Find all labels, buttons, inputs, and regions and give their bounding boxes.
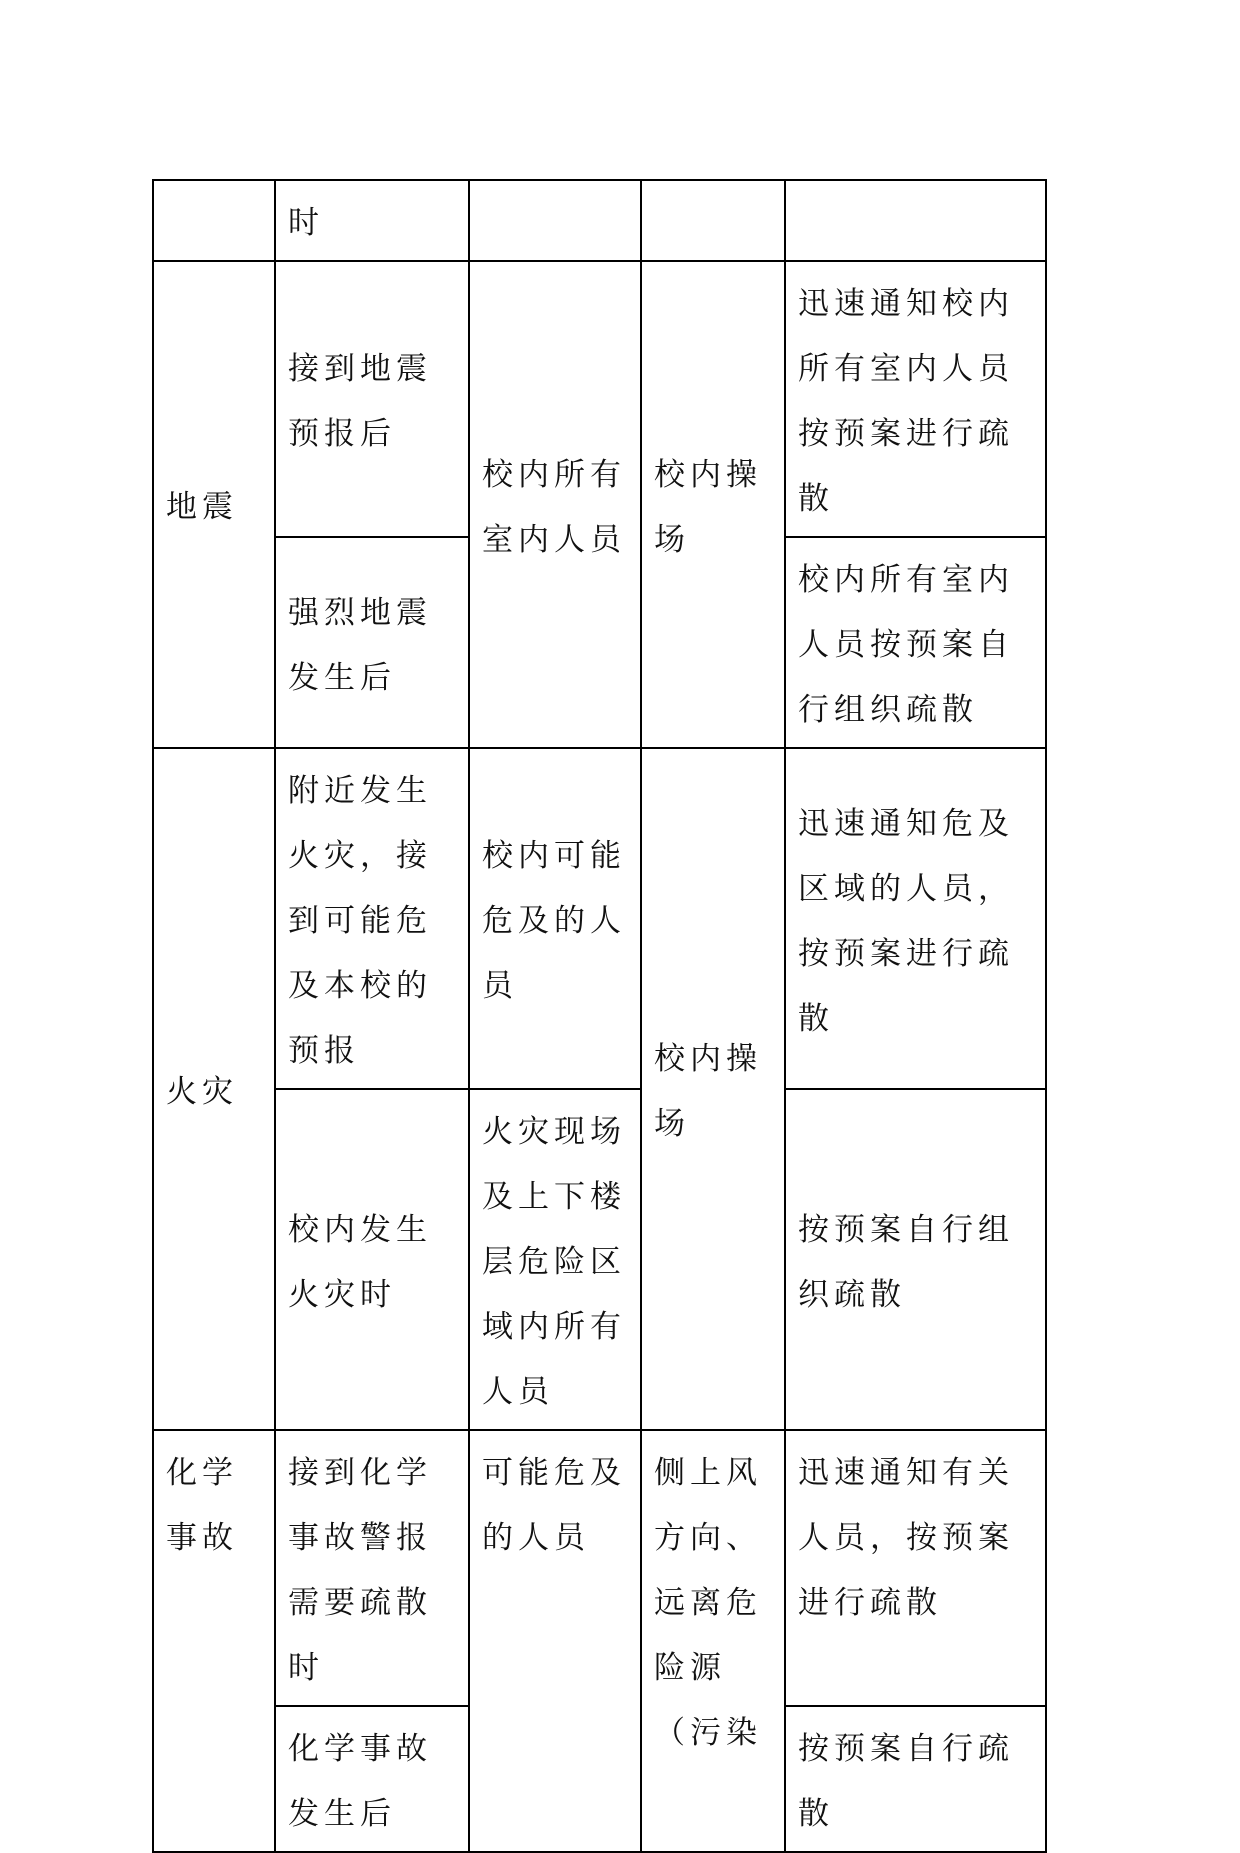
action-cell: 迅速通知校内所有室内人员按预案进行疏散	[785, 261, 1046, 537]
scope-cell: 可能危及的人员	[469, 1430, 641, 1852]
event-cell: 化学事故	[153, 1430, 275, 1852]
evacuation-table	[152, 179, 1047, 1853]
trigger-cell: 接到化学事故警报需要疏散时	[275, 1430, 469, 1706]
action-cell: 迅速通知有关人员，按预案进行疏散	[785, 1430, 1046, 1706]
trigger-cell: 化学事故发生后	[275, 1706, 469, 1852]
action-cell: 校内所有室内人员按预案自行组织疏散	[785, 537, 1046, 748]
scope-cell: 火灾现场及上下楼层危险区域内所有人员	[469, 1089, 641, 1430]
table-row	[153, 261, 1046, 537]
trigger-cell: 接到地震预报后	[275, 261, 469, 537]
table-row	[153, 748, 1046, 1089]
scope-cell: 校内可能危及的人员	[469, 748, 641, 1089]
action-cell: 迅速通知危及区域的人员，按预案进行疏散	[785, 748, 1046, 1089]
scope-cell	[469, 180, 641, 261]
place-cell: 侧上风方向、远离危险源（污染	[641, 1430, 785, 1852]
place-cell	[641, 180, 785, 261]
event-cell: 火灾	[153, 748, 275, 1430]
table-row	[153, 1430, 1046, 1706]
event-cell: 地震	[153, 261, 275, 748]
action-cell: 按预案自行组织疏散	[785, 1089, 1046, 1430]
place-cell: 校内操场	[641, 261, 785, 748]
trigger-cell: 校内发生火灾时	[275, 1089, 469, 1430]
event-cell	[153, 180, 275, 261]
trigger-cell: 时	[275, 180, 469, 261]
table-row	[153, 1089, 1046, 1430]
scope-cell: 校内所有室内人员	[469, 261, 641, 748]
table-row	[153, 180, 1046, 261]
trigger-cell: 附近发生火灾，接到可能危及本校的预报	[275, 748, 469, 1089]
action-cell: 按预案自行疏散	[785, 1706, 1046, 1852]
action-cell	[785, 180, 1046, 261]
place-cell: 校内操场	[641, 748, 785, 1430]
trigger-cell: 强烈地震发生后	[275, 537, 469, 748]
